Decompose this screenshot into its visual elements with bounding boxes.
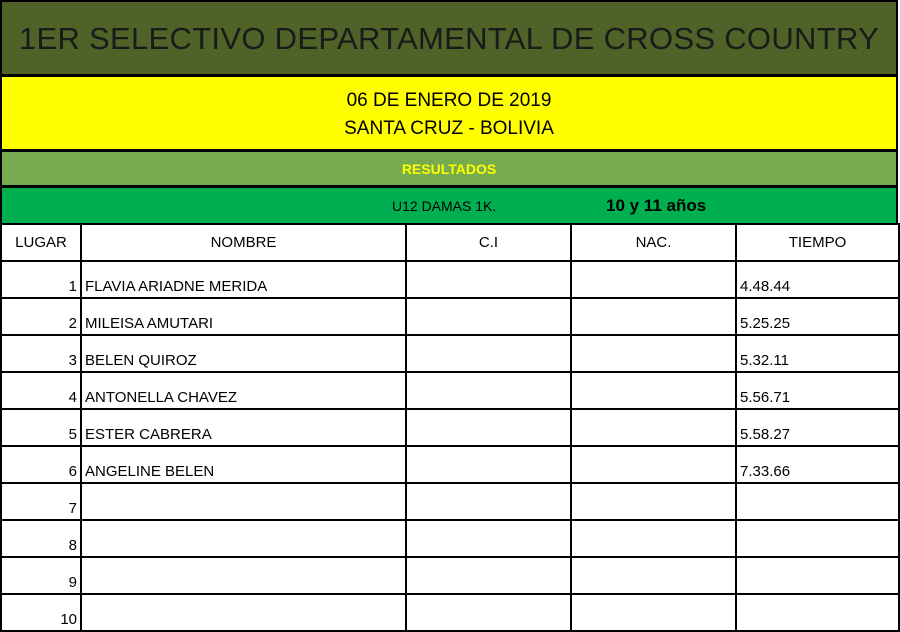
column-header-ci: C.I xyxy=(406,224,571,261)
name-cell: ESTER CABRERA xyxy=(81,409,406,446)
time-cell xyxy=(736,520,899,557)
nac-cell xyxy=(571,483,736,520)
age-group-label: 10 y 11 años xyxy=(606,196,707,215)
table-row xyxy=(1,372,899,409)
place-cell: 1 xyxy=(1,261,81,298)
ci-cell xyxy=(406,483,571,520)
table-row xyxy=(1,594,899,631)
ci-cell xyxy=(406,372,571,409)
time-cell xyxy=(736,483,899,520)
place-cell: 3 xyxy=(1,335,81,372)
column-header-nombre: NOMBRE xyxy=(81,224,406,261)
nac-cell xyxy=(571,520,736,557)
name-cell: MILEISA AMUTARI xyxy=(81,298,406,335)
place-cell: 2 xyxy=(1,298,81,335)
results-band xyxy=(0,150,898,187)
nac-cell xyxy=(571,261,736,298)
name-cell: ANGELINE BELEN xyxy=(81,446,406,483)
table-row xyxy=(1,483,899,520)
name-cell: BELEN QUIROZ xyxy=(81,335,406,372)
table-row xyxy=(1,557,899,594)
event-title: 1ER SELECTIVO DEPARTAMENTAL DE CROSS COUNTRY xyxy=(18,21,880,56)
name-cell xyxy=(81,520,406,557)
ci-cell xyxy=(406,520,571,557)
place-cell: 6 xyxy=(1,446,81,483)
nac-cell xyxy=(571,335,736,372)
ci-cell xyxy=(406,409,571,446)
name-cell xyxy=(81,594,406,631)
time-cell xyxy=(736,594,899,631)
nac-cell xyxy=(571,372,736,409)
table-header-row xyxy=(1,224,899,261)
category-band xyxy=(0,186,898,225)
ci-cell xyxy=(406,557,571,594)
ci-cell xyxy=(406,335,571,372)
name-cell: ANTONELLA CHAVEZ xyxy=(81,372,406,409)
place-cell: 8 xyxy=(1,520,81,557)
table-row xyxy=(1,298,899,335)
nac-cell xyxy=(571,409,736,446)
column-header-tiempo: TIEMPO xyxy=(736,224,899,261)
place-cell: 9 xyxy=(1,557,81,594)
column-header-lugar: LUGAR xyxy=(1,224,81,261)
table-row xyxy=(1,446,899,483)
table-row xyxy=(1,409,899,446)
table-row xyxy=(1,520,899,557)
table-row xyxy=(1,335,899,372)
name-cell xyxy=(81,483,406,520)
ci-cell xyxy=(406,446,571,483)
title-band xyxy=(0,0,898,76)
ci-cell xyxy=(406,298,571,335)
ci-cell xyxy=(406,594,571,631)
time-cell: 5.56.71 xyxy=(736,372,899,409)
category-label: U12 DAMAS 1K. xyxy=(392,198,497,214)
event-date: 06 DE ENERO DE 2019 xyxy=(346,90,552,111)
time-cell: 5.32.11 xyxy=(736,335,899,372)
table-row xyxy=(1,261,899,298)
event-location: SANTA CRUZ - BOLIVIA xyxy=(344,118,554,139)
place-cell: 5 xyxy=(1,409,81,446)
date-band xyxy=(0,75,898,151)
place-cell: 7 xyxy=(1,483,81,520)
place-cell: 4 xyxy=(1,372,81,409)
nac-cell xyxy=(571,594,736,631)
time-cell: 4.48.44 xyxy=(736,261,899,298)
results-label: RESULTADOS xyxy=(401,161,497,177)
name-cell xyxy=(81,557,406,594)
name-cell: FLAVIA ARIADNE MERIDA xyxy=(81,261,406,298)
column-header-nac: NAC. xyxy=(571,224,736,261)
results-table xyxy=(0,223,900,632)
place-cell: 10 xyxy=(1,594,81,631)
nac-cell xyxy=(571,298,736,335)
time-cell: 7.33.66 xyxy=(736,446,899,483)
time-cell xyxy=(736,557,899,594)
nac-cell xyxy=(571,446,736,483)
nac-cell xyxy=(571,557,736,594)
ci-cell xyxy=(406,261,571,298)
time-cell: 5.58.27 xyxy=(736,409,899,446)
time-cell: 5.25.25 xyxy=(736,298,899,335)
